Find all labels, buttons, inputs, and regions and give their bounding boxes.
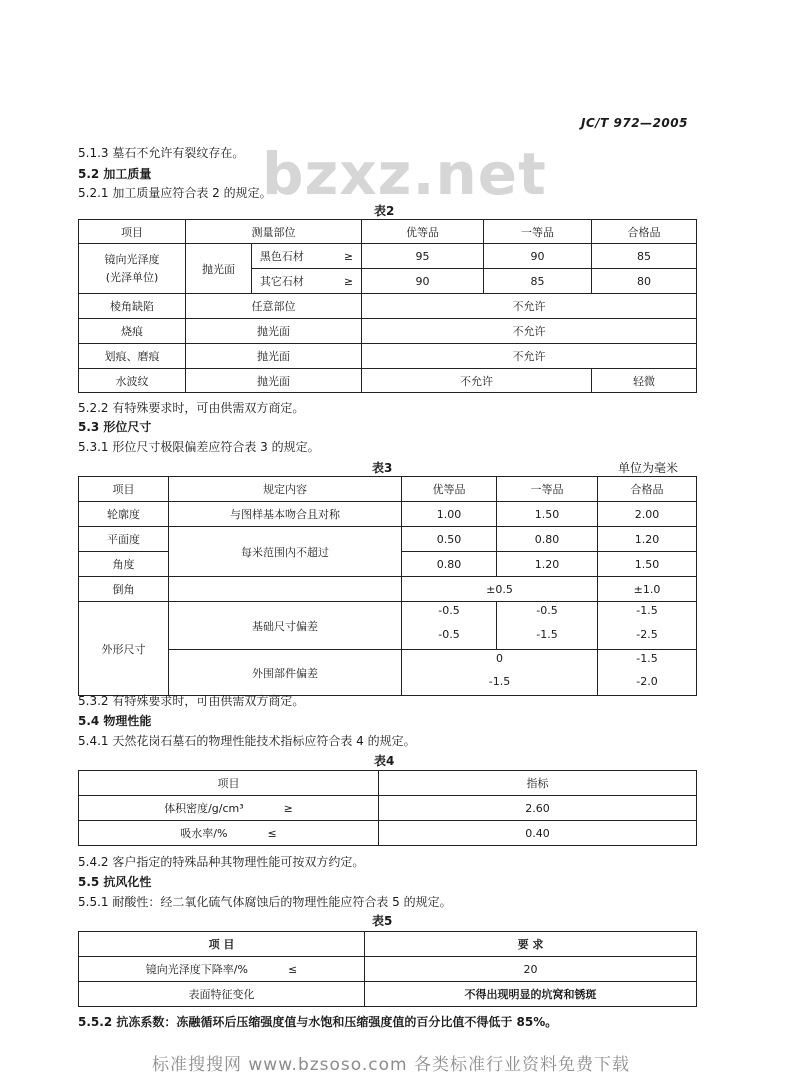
t5-gloss-sign: ≤ xyxy=(287,963,298,976)
t2-gloss-black-v1: 95 xyxy=(362,244,484,269)
t3-chamfer-v3: ±1.0 xyxy=(598,577,697,602)
t3-base-v2-lower: -1.5 xyxy=(536,627,558,641)
t2-edge-part: 任意部位 xyxy=(186,294,362,319)
clause-5-4-2: 5.4.2 客户指定的特殊品种其物理性能可按双方约定。 xyxy=(78,855,365,869)
t4-header-item: 项目 xyxy=(79,771,379,796)
t4-header-index: 指标 xyxy=(379,771,697,796)
t2-gloss-other-sign: ≥ xyxy=(343,275,354,288)
t3-outer-v3-upper: -1.5 xyxy=(636,652,658,665)
t3-outer-v12-upper: 0 xyxy=(496,652,503,665)
clause-5-2-1: 5.2.1 加工质量应符合表 2 的规定。 xyxy=(78,186,272,200)
t3-base-rule: 基础尺寸偏差 xyxy=(169,602,402,650)
t3-header-grade3: 合格品 xyxy=(598,477,697,502)
t2-gloss-other-v2: 85 xyxy=(484,269,592,294)
t4-absorption-sign: ≤ xyxy=(267,827,277,840)
t3-angle-v1: 0.80 xyxy=(402,552,497,577)
t3-outer-v12-lower: -1.5 xyxy=(488,674,511,688)
t5-gloss-item xyxy=(79,957,365,982)
t3-flatness-v3: 1.20 xyxy=(598,527,697,552)
t3-base-v1-lower: -0.5 xyxy=(438,627,460,641)
section-5-3-heading: 5.3 形位尺寸 xyxy=(78,420,152,434)
table2 xyxy=(78,219,697,393)
t2-gloss-part: 抛光面 xyxy=(186,244,252,294)
section-5-4-heading: 5.4 物理性能 xyxy=(78,714,152,728)
t2-ripple-part: 抛光面 xyxy=(186,369,362,393)
t3-angle-v2: 1.20 xyxy=(497,552,598,577)
t5-header-item: 项 目 xyxy=(79,932,365,957)
t4-density-val: 2.60 xyxy=(379,796,697,821)
t3-per-meter-rule: 每米范围内不超过 xyxy=(169,527,402,577)
t3-profile-v1: 1.00 xyxy=(402,502,497,527)
t2-burn-part: 抛光面 xyxy=(186,319,362,344)
t2-gloss-item: 镜向光泽度 (光泽单位) xyxy=(79,244,186,294)
t2-gloss-black-v3: 85 xyxy=(592,244,697,269)
t5-surface-val: 不得出现明显的坑窝和锈斑 xyxy=(365,982,697,1007)
clause-5-5-2: 5.5.2 抗冻系数：冻融循环后压缩强度值与水饱和压缩强度值的百分比值不得低于 85%。 xyxy=(78,1015,558,1029)
section-5-5-heading: 5.5 抗风化性 xyxy=(78,875,152,889)
t3-header-rule: 规定内容 xyxy=(169,477,402,502)
t2-gloss-black-label: 黑色石材 xyxy=(259,250,304,263)
t2-burn-val: 不允许 xyxy=(362,319,697,344)
t2-gloss-black-v2: 90 xyxy=(484,244,592,269)
t3-outer-v3 xyxy=(598,650,697,696)
t3-profile-rule: 与图样基本吻合且对称 xyxy=(169,502,402,527)
t2-scratch-part: 抛光面 xyxy=(186,344,362,369)
t2-header-grade3: 合格品 xyxy=(592,220,697,244)
table5 xyxy=(78,931,697,1007)
t4-absorption-item xyxy=(79,821,379,846)
t3-chamfer-item: 倒角 xyxy=(79,577,169,602)
t3-angle-item: 角度 xyxy=(79,552,169,577)
t4-absorption-val: 0.40 xyxy=(379,821,697,846)
t4-density-item xyxy=(79,796,379,821)
t4-absorption-label: 吸水率/% xyxy=(180,827,228,840)
t3-chamfer-rule xyxy=(169,577,402,602)
table4 xyxy=(78,770,697,846)
t3-outer-v3-lower: -2.0 xyxy=(636,674,658,688)
watermark: bzxz.net xyxy=(262,140,547,208)
clause-5-1-3: 5.1.3 墓石不允许有裂纹存在。 xyxy=(78,146,245,160)
t3-base-v2-upper: -0.5 xyxy=(536,604,558,617)
t3-dimension-item: 外形尺寸 xyxy=(79,602,169,696)
t3-header-item: 项目 xyxy=(79,477,169,502)
t2-header-grade1: 优等品 xyxy=(362,220,484,244)
t3-outer-rule: 外围部件偏差 xyxy=(169,650,402,696)
t3-profile-item: 轮廓度 xyxy=(79,502,169,527)
table3-unit: 单位为毫米 xyxy=(618,461,679,475)
clause-5-4-1: 5.4.1 天然花岗石墓石的物理性能技术指标应符合表 4 的规定。 xyxy=(78,734,416,748)
t3-header-grade2: 一等品 xyxy=(497,477,598,502)
t2-header-part: 测量部位 xyxy=(186,220,362,244)
clause-5-3-1: 5.3.1 形位尺寸极限偏差应符合表 3 的规定。 xyxy=(78,440,320,454)
table2-caption: 表2 xyxy=(374,204,395,218)
t3-base-v2 xyxy=(497,602,598,650)
t2-header-grade2: 一等品 xyxy=(484,220,592,244)
t2-header-item: 项目 xyxy=(79,220,186,244)
t3-outer-v12 xyxy=(402,650,598,696)
section-5-2-heading: 5.2 加工质量 xyxy=(78,167,152,181)
t4-density-label: 体积密度/g/cm³ xyxy=(164,802,244,815)
t3-flatness-v1: 0.50 xyxy=(402,527,497,552)
t2-burn-item: 烧痕 xyxy=(79,319,186,344)
t3-base-v1 xyxy=(402,602,497,650)
t3-header-grade1: 优等品 xyxy=(402,477,497,502)
t2-scratch-item: 划痕、磨痕 xyxy=(79,344,186,369)
t5-gloss-label: 镜向光泽度下降率/% xyxy=(145,963,248,976)
table4-caption: 表4 xyxy=(374,754,395,768)
t2-gloss-other-label: 其它石材 xyxy=(259,275,304,288)
t2-ripple-val12: 不允许 xyxy=(362,369,592,393)
t3-chamfer-v12: ±0.5 xyxy=(402,577,598,602)
t3-profile-v2: 1.50 xyxy=(497,502,598,527)
standard-code: JC/T 972—2005 xyxy=(581,116,688,130)
t3-flatness-item: 平面度 xyxy=(79,527,169,552)
t5-surface-item: 表面特征变化 xyxy=(79,982,365,1007)
t3-base-v1-upper: -0.5 xyxy=(438,604,460,617)
clause-5-5-1: 5.5.1 耐酸性：经二氧化硫气体腐蚀后的物理性能应符合表 5 的规定。 xyxy=(78,895,452,909)
t3-base-v3 xyxy=(598,602,697,650)
t2-gloss-other-v3: 80 xyxy=(592,269,697,294)
t2-scratch-val: 不允许 xyxy=(362,344,697,369)
t3-angle-v3: 1.50 xyxy=(598,552,697,577)
t3-base-v3-upper: -1.5 xyxy=(636,604,658,617)
table3 xyxy=(78,476,697,696)
t2-gloss-other xyxy=(252,269,362,294)
t3-flatness-v2: 0.80 xyxy=(497,527,598,552)
table5-caption: 表5 xyxy=(372,914,393,928)
t2-edge-item: 棱角缺陷 xyxy=(79,294,186,319)
t4-density-sign: ≥ xyxy=(283,802,293,815)
t3-base-v3-lower: -2.5 xyxy=(636,627,658,641)
t2-ripple-val3: 轻微 xyxy=(592,369,697,393)
t2-gloss-black-sign: ≥ xyxy=(343,250,354,263)
table3-caption: 表3 xyxy=(372,461,393,475)
t3-profile-v3: 2.00 xyxy=(598,502,697,527)
t5-header-req: 要 求 xyxy=(365,932,697,957)
t5-gloss-val: 20 xyxy=(365,957,697,982)
clause-5-2-2: 5.2.2 有特殊要求时，可由供需双方商定。 xyxy=(78,401,305,415)
t2-gloss-black xyxy=(252,244,362,269)
clause-5-3-2: 5.3.2 有特殊要求时，可由供需双方商定。 xyxy=(78,694,305,708)
footer-watermark: 标准搜搜网 www.bzsoso.com 各类标准行业资料免费下载 xyxy=(152,1055,631,1075)
t2-ripple-item: 水波纹 xyxy=(79,369,186,393)
t2-gloss-other-v1: 90 xyxy=(362,269,484,294)
t2-edge-val: 不允许 xyxy=(362,294,697,319)
